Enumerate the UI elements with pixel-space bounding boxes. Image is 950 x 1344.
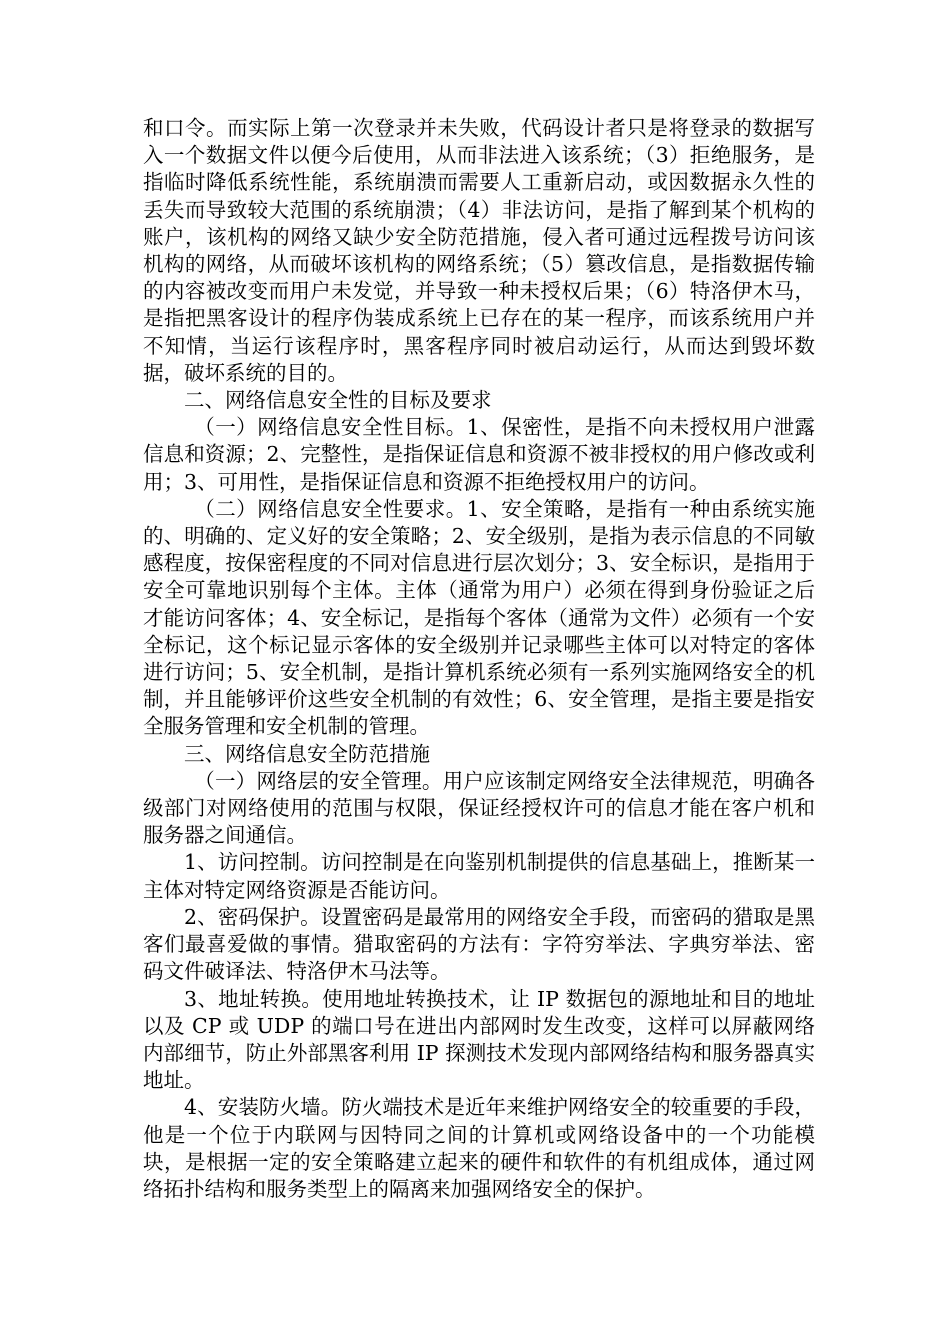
paragraph-security-requirements: （二）网络信息安全性要求。1、安全策略，是指有一种由系统实施的、明确的、定义好的安全策略；2、安全级别，是指为表示信息的不同敏感程度，按保密程度的不同对信息进行层次划分；3、安全标识，是指用于安全可靠地识别每个主体。主体（通常为用户）必须在得到身份验证之后才能访问客体；4、安全标记，是指每个客体（通常为文件）必须有一个安全标记，这个标记显示客体的安全级别并记录哪些主体可以对特定的客体进行访问；5、安全机制，是指计算机系统必须有一系列实施网络安全的机制，并且能够评价这些安全机制的有效性；6、安全管理，是指主要是指安全服务管理和安全机制的管理。 xyxy=(143,496,815,739)
paragraph-password-protection: 2、密码保护。设置密码是最常用的网络安全手段，而密码的猎取是黑客们最喜爱做的事情。猎取密码的方法有：字符穷举法、字典穷举法、密码文件破译法、特洛伊木马法等。 xyxy=(143,904,815,984)
paragraph-network-layer: （一）网络层的安全管理。用户应该制定网络安全法律规范，明确各级部门对网络使用的范围与权限，保证经授权许可的信息才能在客户机和服务器之间通信。 xyxy=(143,768,815,848)
paragraph-security-goals: （一）网络信息安全性目标。1、保密性，是指不向未授权用户泄露信息和资源；2、完整性，是指保证信息和资源不被非授权的用户修改或利用；3、可用性，是指保证信息和资源不拒绝授权用户的访问。 xyxy=(143,415,815,494)
document-page xyxy=(143,115,815,1203)
paragraph-access-control: 1、访问控制。访问控制是在向鉴别机制提供的信息基础上，推断某一主体对特定网络资源是否能访问。 xyxy=(143,850,815,902)
paragraph-threats-continued: 和口令。而实际上第一次登录并未失败，代码设计者只是将登录的数据写入一个数据文件以便今后使用，从而非法进入该系统；（3）拒绝服务，是指临时降低系统性能，系统崩溃而需要人工重新启动，或因数据永久性的丢失而导致较大范围的系统崩溃；（4）非法访问，是指了解到某个机构的账户，该机构的网络又缺少安全防范措施，侵入者可通过远程拨号访问该机构的网络，从而破坏该机构的网络系统；（5）篡改信息，是指数据传输的内容被改变而用户未发觉，并导致一种未授权后果；（6）特洛伊木马，是指把黑客设计的程序伪装成系统上已存在的某一程序，而该系统用户并不知情，当运行该程序时，黑客程序同时被启动运行，从而达到毁坏数据，破坏系统的目的。 xyxy=(143,116,815,385)
section-heading-2: 二、网络信息安全性的目标及要求 xyxy=(184,388,492,413)
paragraph-address-translation: 3、地址转换。使用地址转换技术，让 IP 数据包的源地址和目的地址以及 CP 或 UDP 的端口号在进出内部网时发生改变，这样可以屏蔽网络内部细节，防止外部黑客利用 IP 探测技术发现内部网络结构和服务器真实地址。 xyxy=(143,986,815,1093)
section-heading-3: 三、网络信息安全防范措施 xyxy=(184,741,430,766)
paragraph-firewall: 4、安装防火墙。防火端技术是近年来维护网络安全的较重要的手段，他是一个位于内联网与因特同之间的计算机或网络设备中的一个功能模块，是根据一定的安全策略建立起来的硬件和软件的有机组成体，通过网络拓扑结构和服务类型上的隔离来加强网络安全的保护。 xyxy=(143,1095,815,1201)
